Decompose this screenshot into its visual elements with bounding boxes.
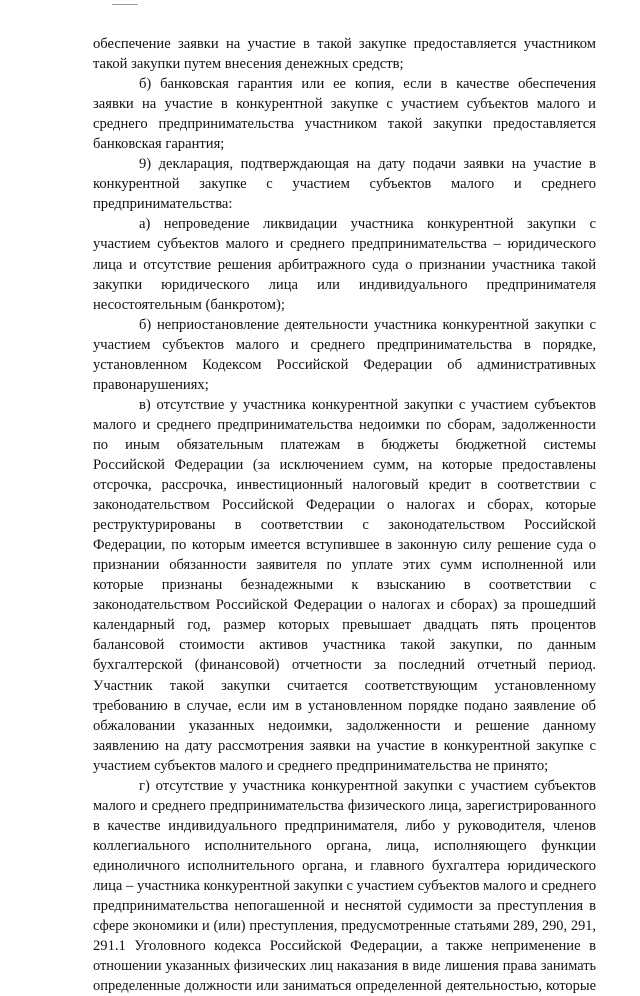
document-text-line: а) непроведение ликвидации участника конкурентной закупки с	[139, 216, 596, 233]
document-text-line: участием субъектов малого и среднего предпринимательства – юридического	[93, 236, 596, 253]
document-text-line: по иным обязательным платежам в бюджеты бюджетной системы	[93, 436, 596, 453]
document-text-line: Участник такой закупки считается соответствующим установленному	[93, 677, 596, 694]
document-text-line: малого и среднего предпринимательства физического лица, зарегистрированного	[93, 797, 596, 814]
document-text-line: участием субъектов малого и среднего предпринимательства не принято;	[93, 757, 549, 774]
document-body	[93, 34, 596, 996]
document-text-line: предпринимательства:	[93, 196, 233, 213]
document-text-line: обжаловании указанных недоимки, задолженности и решение данному	[93, 717, 596, 734]
document-text-line: требованию в случае, если им в установленном порядке подано заявление об	[93, 697, 596, 714]
document-text-line: единоличного исполнительного органа, и главного бухгалтера юридического	[93, 857, 596, 874]
document-text-line: бухгалтерской (финансовой) отчетности за последний отчетный период.	[93, 657, 596, 674]
document-text-line: отношении указанных физических лиц наказания в виде лишения права занимать	[93, 958, 596, 975]
document-text-line: обеспечение заявки на участие в такой закупке предоставляется участником	[93, 36, 596, 52]
document-text-line: которые признаны безнадежными к взысканию в соответствии с	[93, 577, 596, 594]
document-text-line: предпринимательства непогашенной и неснятой судимости за преступления в	[93, 898, 596, 915]
document-text-line: участием субъектов малого и среднего предпринимательства в порядке,	[93, 336, 596, 353]
document-text-line: конкурентной закупке с участием субъектов малого и среднего	[93, 176, 596, 193]
document-text-line: среднего предпринимательства участником такой закупки предоставляется	[93, 116, 596, 133]
document-text-line: законодательством Российской Федерации о налогах и сборах) за прошедший	[93, 597, 596, 614]
document-text-line: г) отсутствие у участника конкурентной закупки с участием субъектов	[139, 777, 596, 794]
document-text-line: правонарушениях;	[93, 376, 209, 393]
document-text-line: заявлению на дату рассмотрения заявки на участие в конкурентной закупке с	[93, 737, 596, 754]
document-text-line: Российской Федерации (за исключением сумм, на которые предоставлены	[93, 456, 596, 473]
document-text-line: лица и отсутствие решения арбитражного суда о признании участника такой	[93, 256, 596, 273]
document-text-line: такой закупки путем внесения денежных средств;	[93, 56, 404, 73]
document-text-line: 291.1 Уголовного кодекса Российской Федерации, а также неприменение в	[93, 938, 596, 955]
document-text-line: заявки на участие в конкурентной закупке с участием субъектов малого и	[93, 96, 596, 113]
document-text-line: 9) декларация, подтверждающая на дату подачи заявки на участие в	[139, 156, 596, 173]
document-text-line: балансовой стоимости активов участника такой закупки, по данным	[93, 637, 596, 654]
document-text-line: в) отсутствие у участника конкурентной закупки с участием субъектов	[139, 396, 596, 413]
document-text-line: закупки юридического лица или индивидуального предпринимателя	[93, 276, 596, 293]
document-text-line: несостоятельным (банкротом);	[93, 296, 285, 313]
document-text-line: б) неприостановление деятельности участника конкурентной закупки с	[139, 316, 596, 333]
document-text-line: в качестве индивидуального предпринимателя, либо у руководителя, членов	[93, 817, 596, 834]
document-text-line: Федерации, по которым имеется вступившее в законную силу решение суда о	[93, 537, 596, 554]
document-text-line: календарный год, размер которых превышает двадцать пять процентов	[93, 617, 596, 634]
document-text-line: определенные должности или заниматься определенной деятельностью, которые	[93, 978, 596, 995]
document-text-line: б) банковская гарантия или ее копия, если в качестве обеспечения	[139, 76, 596, 93]
document-text-line: установленном Кодексом Российской Федерации об административных	[93, 356, 596, 373]
document-text-line: коллегиального исполнительного органа, лица, исполняющего функции	[93, 837, 596, 854]
document-text-line: банковская гарантия;	[93, 136, 225, 153]
document-text-line: сфере экономики и (или) преступления, предусмотренные статьями 289, 290, 291,	[93, 918, 596, 935]
scan-artifact	[112, 4, 138, 5]
document-text-line: реструктурированы в соответствии с законодательством Российской	[93, 517, 596, 534]
document-text-line: законодательством Российской Федерации о налогах и сборах, которые	[93, 497, 596, 514]
document-text-line: лица – участника конкурентной закупки с участием субъектов малого и среднего	[93, 877, 597, 894]
document-text-line: признании обязанности заявителя по уплате этих сумм исполненной или	[93, 557, 596, 574]
document-text-line: малого и среднего предпринимательства недоимки по сборам, задолженности	[93, 416, 596, 433]
document-text-line: отсрочка, рассрочка, инвестиционный налоговый кредит в соответствии с	[93, 477, 596, 494]
